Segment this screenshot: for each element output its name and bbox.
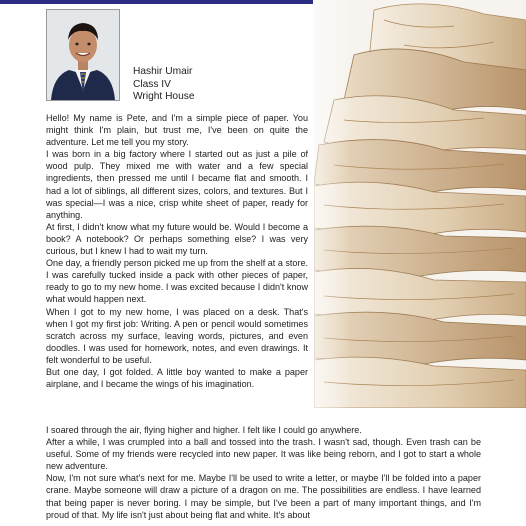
story-paragraph: When I got to my new home, I was placed on a desk. That's when I got my first job: Writing. A pen or pencil would sometimes scratch across my surface, leaving words, pictures, and even doodles. I was used for homework, notes, and even drawings. It felt wonderful to be useful. — [46, 306, 308, 365]
author-house: Wright House — [133, 91, 195, 102]
story-paragraph: I was born in a big factory where I started out as just a pile of wood pulp. They mixed me with water and a few special ingredients, then pressed me until I became flat and smooth. I had a lot of siblings, all different sizes, colors, and textures. But I was special—I was a nice, crisp white sheet of paper, ready for anything. — [46, 149, 308, 220]
story-wide — [46, 424, 481, 521]
story-paragraph: But one day, I got folded. A little boy wanted to make a paper airplane, and I became the wings of his imagination. — [46, 366, 308, 390]
header-bar — [0, 0, 313, 4]
story-paragraph: One day, a friendly person picked me up from the shelf at a store. I was carefully tucked inside a pack with other pieces of paper, ready to go to my new home. I was excited because I didn't know what would happen next. — [46, 258, 308, 305]
story-paragraph: Hello! My name is Pete, and I'm a simple piece of paper. You might think I'm plain, but trust me, I've been on quite the adventure. Let me tell you my story. — [46, 113, 308, 148]
author-portrait — [46, 9, 120, 101]
author-class: Class IV — [133, 78, 171, 90]
paper-stack-photo — [314, 0, 526, 408]
story-paragraph: After a while, I was crumpled into a ball and tossed into the trash. I wasn't sad, though. Even trash can be useful. Some of my friends were recycled into new paper. It was like being reborn, and I got to start a whole new adventure. — [46, 437, 481, 472]
story-column — [46, 112, 308, 390]
author-byline — [133, 66, 195, 104]
story-paragraph: I soared through the air, flying higher and higher. I felt like I could go anywhere. — [46, 425, 362, 435]
author-name: Hashir Umair — [133, 66, 193, 77]
story-paragraph: Now, I'm not sure what's next for me. Maybe I'll be used to write a letter, or maybe I'll be folded into a paper crane. Maybe someone will draw a picture of a dragon on me. The possibilities are endless. I have learned that being paper is never boring. I may be simple, but I've been a part of many important things, and I'm proud of that. My life isn't just about being flat and white. It's about — [46, 473, 481, 520]
story-paragraph: At first, I didn't know what my future would be. Would I become a book? A notebook? Or perhaps something else? I was very curious, but I knew I had to wait my turn. — [46, 221, 308, 257]
